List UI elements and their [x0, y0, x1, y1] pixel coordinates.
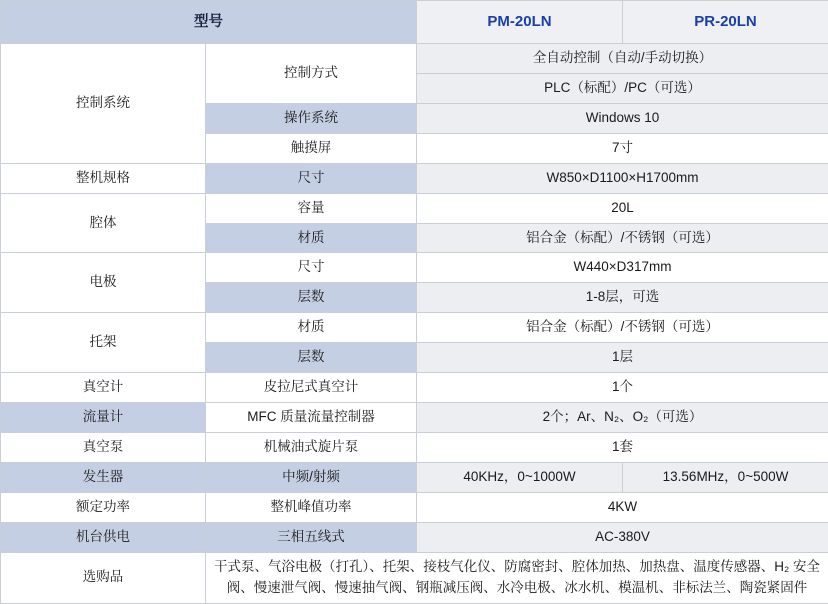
sub-label-chamber-capacity: 容量: [206, 193, 417, 223]
table-row: [1, 552, 828, 603]
sub-label-electrode-layers: 层数: [206, 283, 417, 313]
header-model-label: 型号: [1, 1, 417, 44]
table-row: [1, 432, 828, 462]
header-col-pr: PR-20LN: [623, 1, 828, 44]
sub-label-machine-size: 尺寸: [206, 163, 417, 193]
sub-label-control-mode: 控制方式: [206, 44, 417, 104]
group-label-tray: 托架: [1, 313, 206, 373]
value-options-list: 干式泵、气浴电极（打孔）、托架、接枝气化仪、防腐密封、腔体加热、加热盘、温度传感器、H₂ 安全阀、慢速泄气阀、慢速抽气阀、钢瓶减压阀、水冷电极、冰水机、模温机、非标法兰、陶瓷紧固件: [206, 552, 828, 603]
value-chamber-material: 铝合金（标配）/不锈钢（可选）: [417, 223, 828, 253]
value-generator-pr: 13.56MHz，0~500W: [623, 462, 828, 492]
group-label-chamber: 腔体: [1, 193, 206, 253]
table-row: [1, 313, 828, 343]
group-label-vacuum-pump: 真空泵: [1, 432, 206, 462]
group-label-electrode: 电极: [1, 253, 206, 313]
value-chamber-capacity: 20L: [417, 193, 828, 223]
sub-label-three-phase: 三相五线式: [206, 522, 417, 552]
table-row: [1, 462, 828, 492]
table-header-row: [1, 1, 828, 44]
sub-label-os: 操作系统: [206, 103, 417, 133]
sub-label-rotary-vane-pump: 机械油式旋片泵: [206, 432, 417, 462]
group-label-flow-meter: 流量计: [1, 403, 206, 433]
group-label-machine-spec: 整机规格: [1, 163, 206, 193]
table-row: [1, 253, 828, 283]
group-label-options: 选购品: [1, 552, 206, 603]
table-row: [1, 403, 828, 433]
sub-label-mfc: MFC 质量流量控制器: [206, 403, 417, 433]
value-peak-power: 4KW: [417, 492, 828, 522]
value-power-supply: AC-380V: [417, 522, 828, 552]
table-row: [1, 522, 828, 552]
group-label-vacuum-gauge: 真空计: [1, 373, 206, 403]
value-generator-pm: 40KHz，0~1000W: [417, 462, 623, 492]
sub-label-electrode-size: 尺寸: [206, 253, 417, 283]
table-row: [1, 163, 828, 193]
value-tray-layers: 1层: [417, 343, 828, 373]
sub-label-peak-power: 整机峰值功率: [206, 492, 417, 522]
group-label-rated-power: 额定功率: [1, 492, 206, 522]
value-control-mode: 全自动控制（自动/手动切换）: [417, 44, 828, 74]
sub-label-pirani-gauge: 皮拉尼式真空计: [206, 373, 417, 403]
value-electrode-size: W440×D317mm: [417, 253, 828, 283]
value-electrode-layers: 1-8层，可选: [417, 283, 828, 313]
table-row: [1, 44, 828, 74]
sub-label-chamber-material: 材质: [206, 223, 417, 253]
header-col-pm: PM-20LN: [417, 1, 623, 44]
group-label-generator: 发生器: [1, 462, 206, 492]
table-row: [1, 492, 828, 522]
sub-label-touchscreen: 触摸屏: [206, 133, 417, 163]
table-row: [1, 373, 828, 403]
value-pirani-gauge: 1个: [417, 373, 828, 403]
value-os: Windows 10: [417, 103, 828, 133]
sub-label-tray-material: 材质: [206, 313, 417, 343]
value-rotary-vane-pump: 1套: [417, 432, 828, 462]
sub-label-tray-layers: 层数: [206, 343, 417, 373]
value-machine-size: W850×D1100×H1700mm: [417, 163, 828, 193]
value-touchscreen: 7寸: [417, 133, 828, 163]
value-mfc: 2个；Ar、N₂、O₂（可选）: [417, 403, 828, 433]
sub-label-generator-freq: 中频/射频: [206, 462, 417, 492]
value-plc-pc: PLC（标配）/PC（可选）: [417, 73, 828, 103]
group-label-power-supply: 机台供电: [1, 522, 206, 552]
group-label-control-system: 控制系统: [1, 44, 206, 164]
value-tray-material: 铝合金（标配）/不锈钢（可选）: [417, 313, 828, 343]
table-row: [1, 193, 828, 223]
